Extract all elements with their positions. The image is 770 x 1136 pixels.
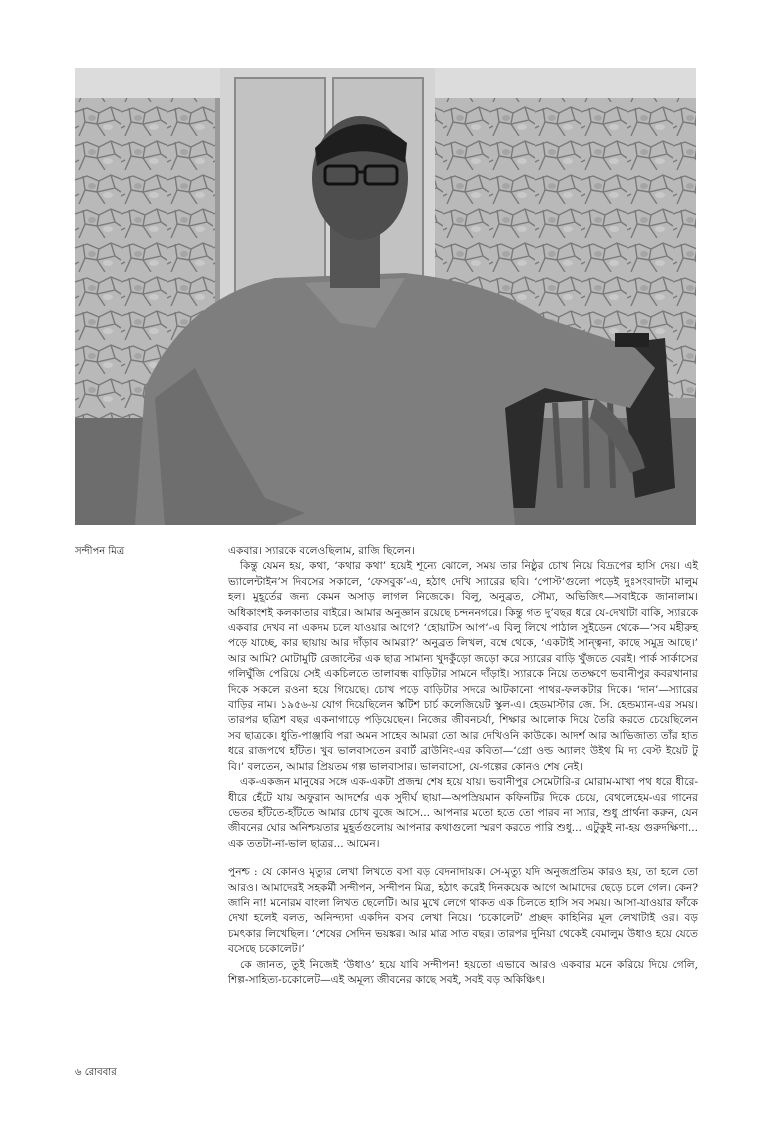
page-footer <box>75 1066 117 1080</box>
photo-caption: সন্দীপন মিত্র <box>75 546 125 557</box>
article-paragraph: কিন্তু যেমন হয়, কথা, ‘কথার কথা’ হয়েই শূন্যে ঝোলে, সময় তার নিষ্ঠুর চোখ নিয়ে বিদ্রূপের হাসি দেয়। এই ভ্যালেন্টাইন’স দিবসের সকালে, ‘ফেসবুক’-এ, হঠাৎ দেখি স্যারের ছবি। ‘পোস্ট’গুলো পড়েই দুঃসংবাদটা মালুম হল। মুহূর্তের জন্য কেমন অসাড় লাগল নিজেকে। বিলু, অনুব্রত, সৌম্য, অভিজিৎ—সবাইকে জানালাম। অধিকাংশই কলকাতার বাইরে। আমার অনুজ্ঞান রয়েছে চন্দননগরে। কিন্তু গত দু’বছর ধরে যে-দেখাটা বাকি, স্যারকে একবার দেখব না একদম চলে যাওয়ার আগে? ‘হোয়াটস আপ’-এ বিলু লিখে পাঠাল সুইডেন থেকে—‘সব মহীরুহ পড়ে যাচ্ছে, কার ছায়ায় আর দাঁড়াব আমরা?’ অনুব্রত লিখল, বম্বে থেকে, ‘একটাই সান্ত্বনা, কাছে সমুদ্র আছে।’ আর আমি? মোটামুটি রেজাল্টের এক ছাত্র সামান্য খুদকুঁড়ো জড়ো করে স্যারের বাড়ি খুঁজতে বেরই। পার্ক সার্কাসের গলিঘুঁজি পেরিয়ে সেই একচিলতে তালাবন্ধ বাড়িটার সামনে দাঁড়াই। স্যারকে নিয়ে ততক্ষণে ভবানীপুর কবরখানার দিকে সকলে রওনা হয়ে গিয়েছে। চোখ পড়ে বাড়িটার সদরে আটকানো পাথর-ফলকটার দিকে। ‘দান’—স্যারের বাড়ির নাম। ১৯৫৬-য় যোগ দিয়েছিলেন স্কটিশ চার্চ কলেজিয়েট স্কুল-এ। হেডমাস্টার জে. সি. হেন্ডম্যান-এর সময়। তারপর ছত্রিশ বছর একনাগাড়ে পড়িয়েছেন। নিজের জীবনচর্যা, শিক্ষার আলোক দিয়ে তৈরি করতে চেয়েছিলেন সব ছাত্রকে। ধুতি-পাঞ্জাবি পরা অমন সাহেব আমরা তো আর দেখিওনি কাউকে। আদর্শ আর আভিজাত্য তাঁর হাত ধরে রাজপথে হাঁটত। খুব ভালবাসতেন রবার্ট ব্রাউনিং-এর কবিতা—‘গ্রো ওল্ড অ্যালং উইথ মি দ্য বেস্ট ইয়েট টু বি।’ বলতেন, আমার প্রিয়তম গল্প ভালবাসার। ভালবাসো, যে-গল্পের কোনও শেষ নেই। <box>228 560 699 773</box>
photo-illustration <box>75 68 696 525</box>
article-body <box>228 544 698 988</box>
article-paragraph: কে জানত, তুই নিজেই ‘উধাও’ হয়ে যাবি সন্দীপন! হয়তো এভাবে আরও একবার মনে করিয়ে দিয়ে গেলি, শিল্প-সাহিত্য-চকোলেট—এই অমূল্য জীবনের কাছে সবই, সবই বড় অকিঞ্চিৎ। <box>228 958 698 986</box>
article-paragraph: একবার। স্যারকে বলেওছিলাম, রাজি ছিলেন। <box>228 545 415 557</box>
page-number: ৬ <box>75 1067 82 1078</box>
postscript-paragraph: পুনশ্চ : যে কোনও মৃত্যুর লেখা লিখতে বসা বড় বেদনাদায়ক। সে-মৃত্যু যদি অনুজপ্রতিম কারও হয়, তা হলে তো আরও। আমাদেরই সহকর্মী সন্দীপন, সন্দীপন মিত্র, হঠাৎ করেই দিনকয়েক আগে আমাদের ছেড়ে চলে গেল। কেন? জানি না! মনোরম বাংলা লিখত ছেলেটি। আর মুখে লেগে থাকত এক চিলতে হাসি সব সময়। আসা-যাওয়ার ফাঁকে দেখা হলেই বলত, অনিন্দ্যদা একদিন বসব লেখা নিয়ে। ‘চকোলেট’ প্রচ্ছদ কাহিনির মূল লেখাটাই ওর। বড় চমৎকার লিখেছিল। ‘শেষের সেদিন ভয়ঙ্কর। আর মাত্র সাত বছর। তারপর দুনিয়া থেকেই বেমালুম উধাও হয়ে যেতে বসেছে চকোলেট।’ <box>228 866 698 956</box>
magazine-name: রোববার <box>84 1067 117 1078</box>
article-paragraph: এক-একজন মানুষের সঙ্গে এক-একটা প্রজন্ম শেষ হয়ে যায়। ভবানীপুর সেমেটারি-র মোরাম-মাখা পথ ধরে ধীরে-ধীরে হেঁটে যায় অফুরান আদর্শের এক সুদীর্ঘ ছায়া—অপস্রিয়মান কফিনটির দিকে চেয়ে, বেথলেহেম-এর গানের ভেতর হাঁটতে-হাঁটতে আমার চোখ বুজে আসে... আপনার মতো হতে তো পারব না স্যার, শুধু প্রার্থনা করুন, যেন জীবনের ঘোর অনিশ্চয়তার মুহূর্তগুলোয় আপনার কথাগুলো স্মরণ করতে পারি শুধু... এটুকুই না-হয় গুরুদক্ষিণা... এক ততটা-না-ভাল ছাত্রর... আমেন। <box>228 776 698 850</box>
portrait-photo <box>75 68 696 525</box>
